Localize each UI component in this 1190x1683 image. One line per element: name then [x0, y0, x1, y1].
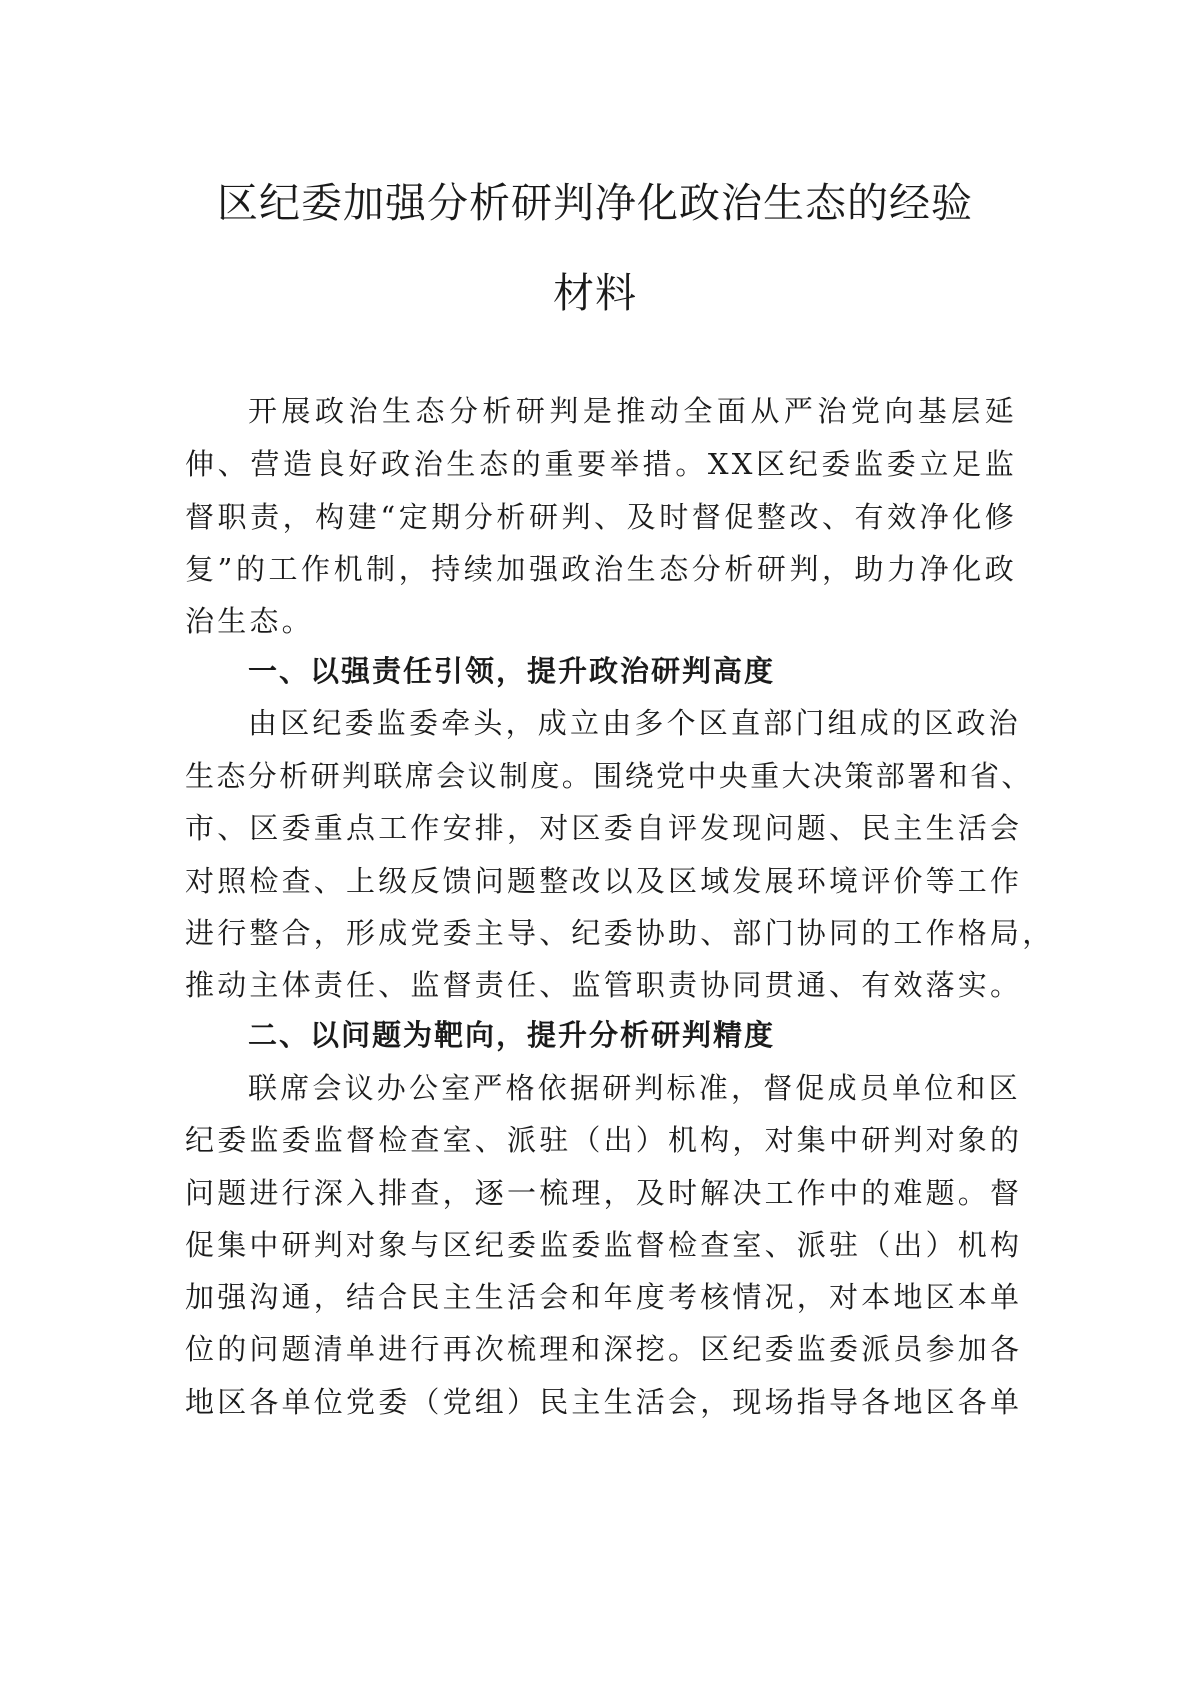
paragraph-line: 督职责，构建“定期分析研判、及时督促整改、有效净化修: [185, 500, 1017, 534]
paragraph-line: 地区各单位党委（党组）民主生活会，现场指导各地区各单: [185, 1385, 1023, 1419]
section-heading: 二、以问题为靶向，提升分析研判精度: [248, 1018, 776, 1052]
paragraph-line: 由区纪委监委牵头，成立由多个区直部门组成的区政治: [248, 706, 1021, 740]
paragraph-line: 对照检查、上级反馈问题整改以及区域发展环境评价等工作: [185, 864, 1023, 898]
paragraph-line: 问题进行深入排查，逐一梳理，及时解决工作中的难题。督: [185, 1176, 1023, 1210]
paragraph-line: 复”的工作机制，持续加强政治生态分析研判，助力净化政: [185, 552, 1017, 586]
document-title-line-2: 材料: [553, 269, 637, 317]
paragraph-line: 伸、营造良好政治生态的重要举措。XX区纪委监委立足监: [185, 447, 1017, 481]
paragraph-line: 联席会议办公室严格依据研判标准，督促成员单位和区: [248, 1071, 1021, 1105]
paragraph-line: 促集中研判对象与区纪委监委监督检查室、派驻（出）机构: [185, 1228, 1023, 1262]
paragraph-line: 市、区委重点工作安排，对区委自评发现问题、民主生活会: [185, 811, 1023, 845]
paragraph-line: 生态分析研判联席会议制度。围绕党中央重大决策部署和省、: [185, 759, 1033, 793]
paragraph-line: 推动主体责任、监督责任、监管职责协同贯通、有效落实。: [185, 968, 1023, 1002]
paragraph-line: 开展政治生态分析研判是推动全面从严治党向基层延: [248, 394, 1017, 428]
paragraph-line: 位的问题清单进行再次梳理和深挖。区纪委监委派员参加各: [185, 1332, 1023, 1366]
paragraph-line: 纪委监委监督检查室、派驻（出）机构，对集中研判对象的: [185, 1123, 1023, 1157]
document-title-line-1: 区纪委加强分析研判净化政治生态的经验: [217, 179, 973, 227]
paragraph-line: 治生态。: [185, 604, 314, 638]
section-heading: 一、以强责任引领，提升政治研判高度: [248, 654, 776, 688]
paragraph-line: 加强沟通，结合民主生活会和年度考核情况，对本地区本单: [185, 1280, 1023, 1314]
paragraph-line: 进行整合，形成党委主导、纪委协助、部门协同的工作格局，: [185, 916, 1055, 950]
